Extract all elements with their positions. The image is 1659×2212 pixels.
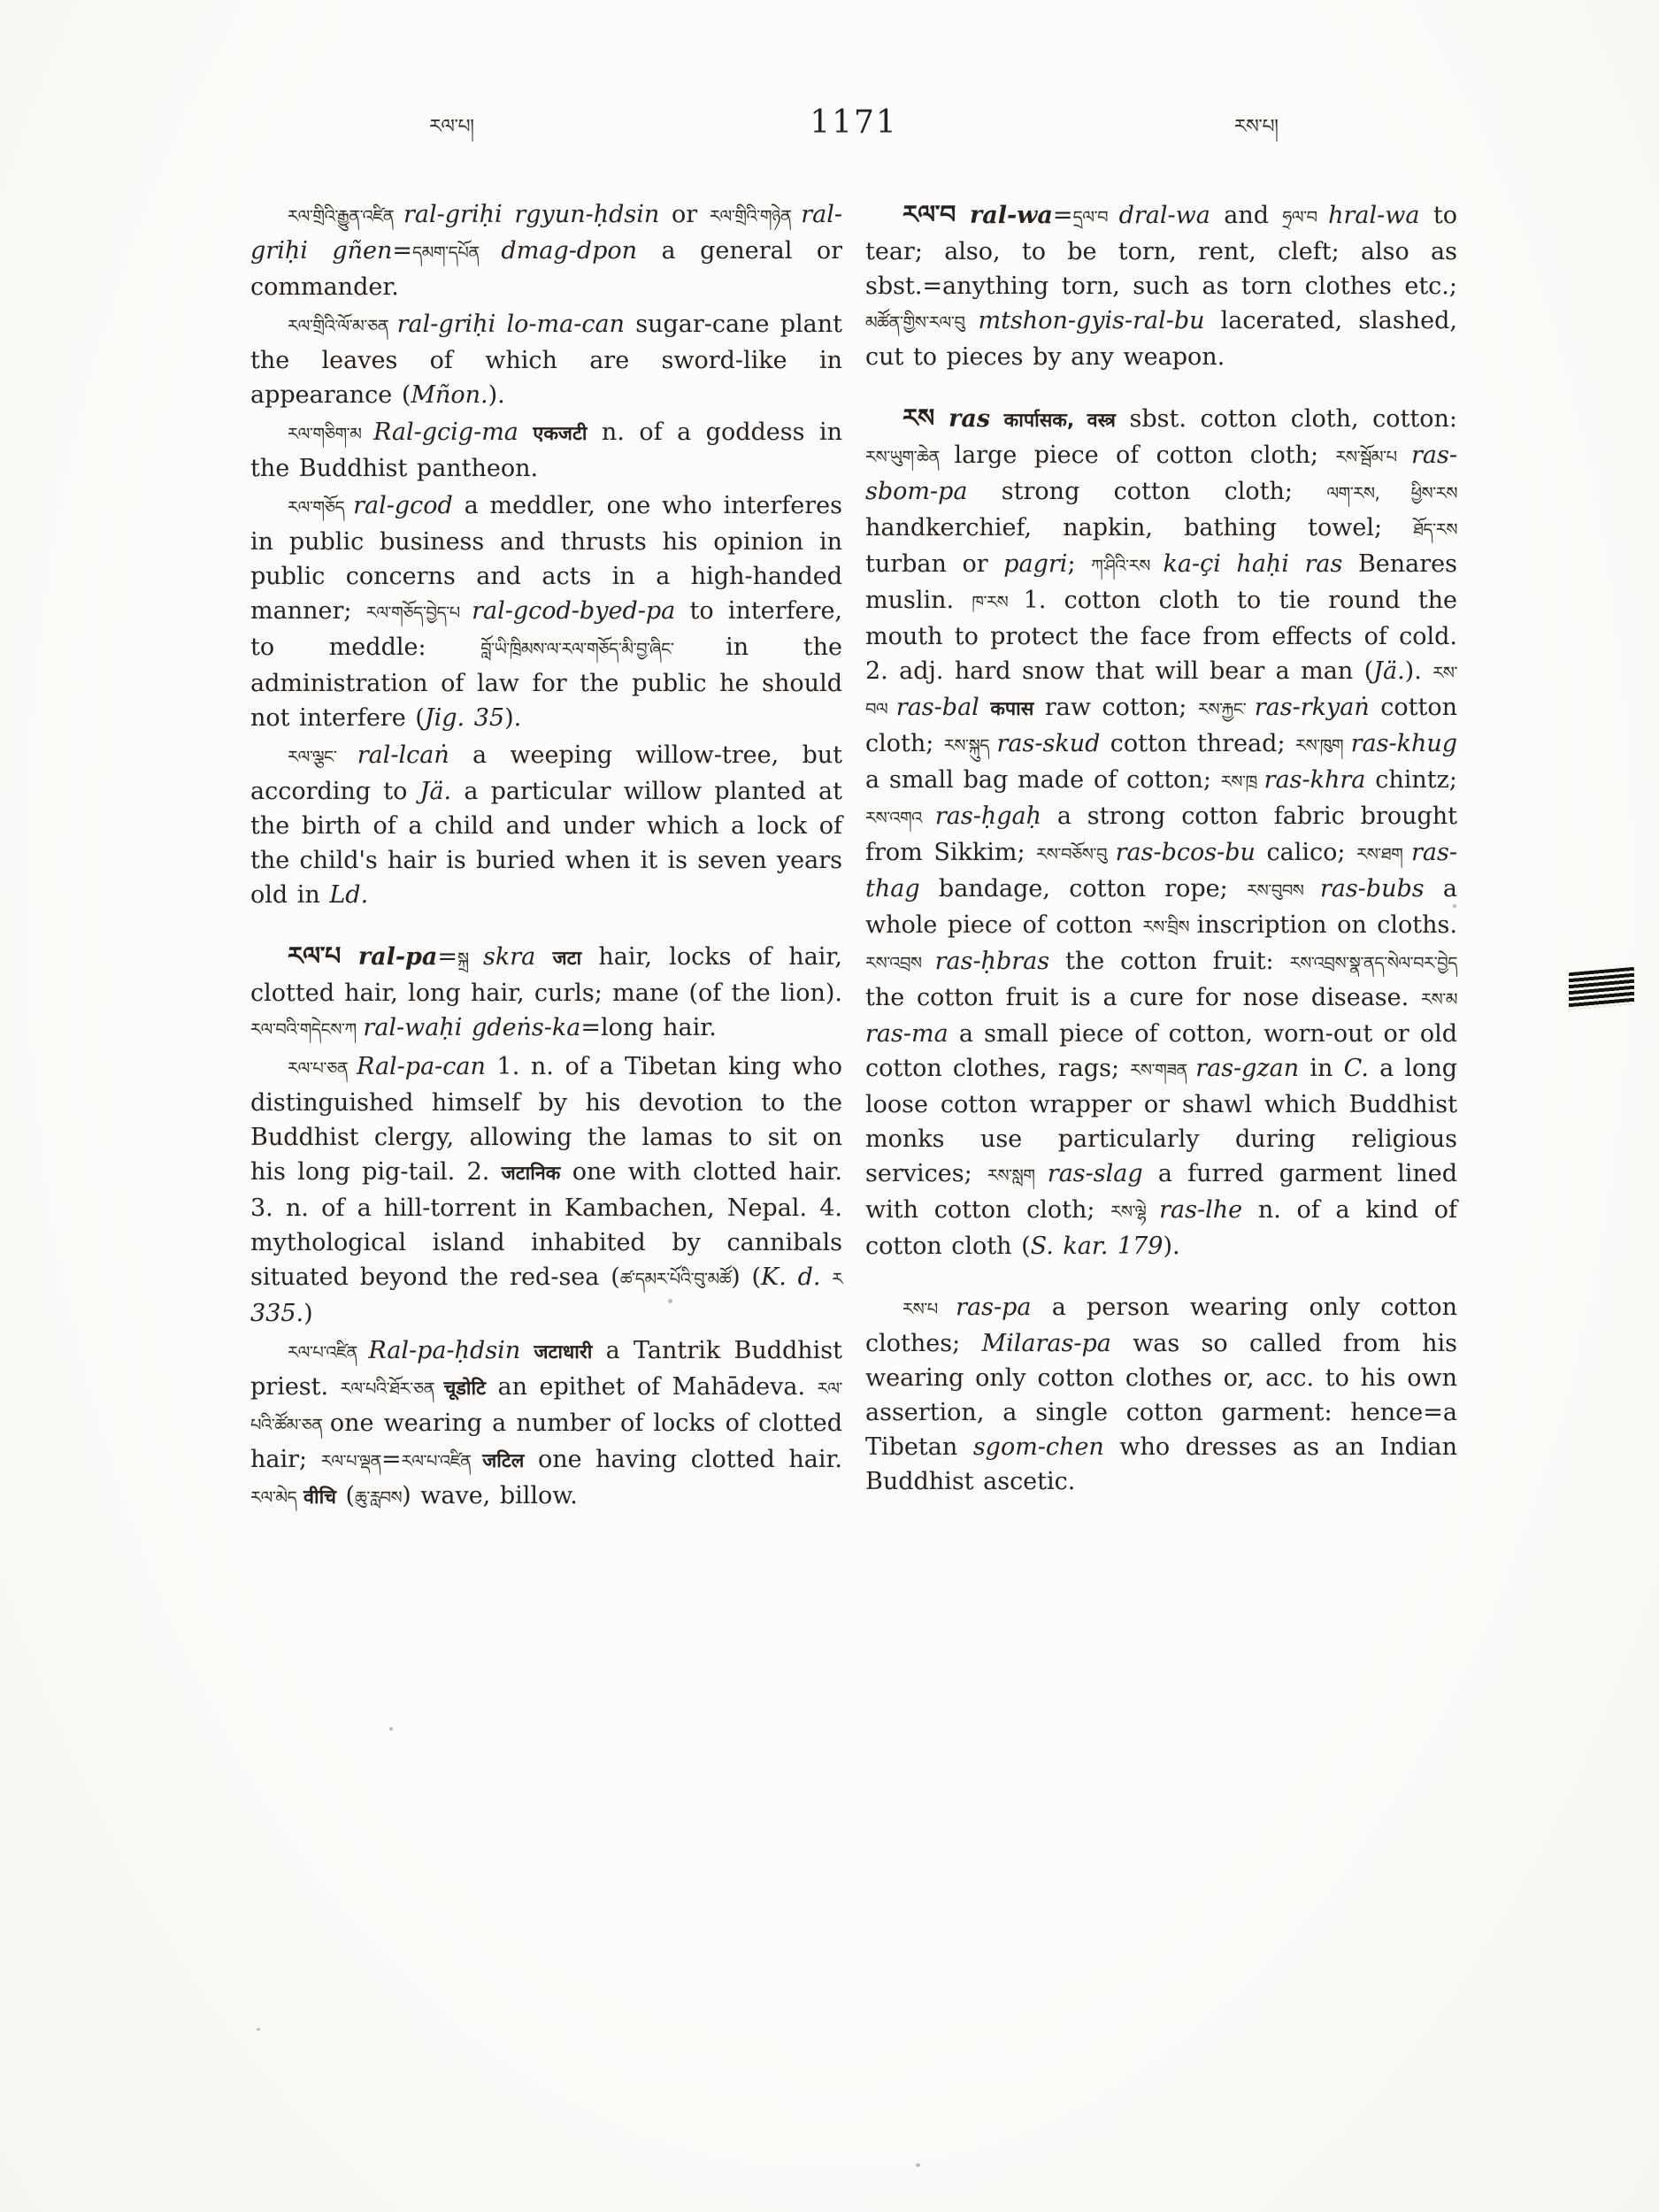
roman-text: in [1299, 1055, 1344, 1082]
roman-text [979, 694, 991, 721]
tibetan-text: རས་འགའ [865, 808, 935, 828]
transliteration-text: Milaras-pa [981, 1330, 1111, 1357]
roman-text: chintz; [1365, 766, 1457, 794]
roman-text: calico; [1255, 839, 1357, 866]
transliteration-text: Ral-gcig-ma [373, 419, 518, 446]
tibetan-headword: རས [902, 403, 949, 433]
tibetan-text: ཐོད་རས [1413, 519, 1457, 540]
tibetan-text: རས་བུབས [1247, 880, 1320, 901]
roman-text: cotton cloth; [865, 694, 1457, 757]
dictionary-entry [250, 939, 842, 1047]
dictionary-entry [865, 401, 1457, 1263]
roman-text: ) ( [731, 1263, 762, 1291]
tibetan-text: ཆུ་རླབས [355, 1487, 403, 1508]
dictionary-paragraph [250, 307, 842, 412]
roman-text: to interfere, to meddle: [250, 597, 843, 661]
tibetan-text: རས་བཅོས་བུ [1036, 844, 1116, 864]
tibetan-text: བློ་ཡི་ཁྲིམས་ལ་རལ་གཅོད་མི་བྱ་ཞིང་ [480, 639, 726, 659]
roman-text [990, 405, 1004, 433]
tibetan-headword: རལ་བ [902, 200, 970, 229]
header-left-slot [250, 104, 653, 159]
transliteration-text: ras-lhe [1159, 1196, 1243, 1224]
tibetan-text: རས་འབྲས་སྣ་ནད་སེལ་བར་བྱེད [1289, 953, 1458, 973]
transliteration-text: Ld. [329, 881, 369, 909]
transliteration-text: ras-bal [895, 694, 979, 721]
dictionary-paragraph [250, 488, 842, 735]
transliteration-text: ral-gcod-byed-pa [472, 597, 676, 625]
roman-text: a small piece of cotton, worn-out or old cotton clothes, rags; [865, 1020, 1457, 1082]
tibetan-text: རལ་པའི་ཚོམ་ཅན [250, 1379, 843, 1435]
roman-text: one with clotted hair. 3. n. of a hill-torrent in Kambachen, Nepal. 4. mythological island inhabited by cannibals situated beyond the red-sea ( [250, 1158, 842, 1291]
roman-text: bandage, cotton rope; [919, 875, 1248, 902]
roman-text: a particular willow planted at the birth of a child and under which a lock of the child's hair is buried when it is seven years old in [250, 778, 842, 909]
roman-text: inscription on cloths. [1196, 911, 1457, 939]
transliteration-text: ral-waḥi gdeṅs-ka [363, 1014, 581, 1041]
roman-text: a small bag made of cotton; [865, 766, 1221, 794]
transliteration-text: ras [949, 405, 991, 433]
transliteration-text: Jä. [1373, 657, 1405, 685]
transliteration-text: ral-pa [357, 943, 438, 971]
roman-text: ). [488, 381, 505, 409]
tibetan-text: རས་སྦོམ་པ [1335, 447, 1412, 467]
dust-speck [257, 2028, 260, 2031]
tibetan-text: ཁ་རས [972, 592, 1024, 612]
tibetan-text: རལ་པ་ལྡན [320, 1451, 381, 1471]
transliteration-text: ral-griḥi rgyun-ḥdsin [403, 201, 660, 228]
transliteration-text: hral-wa [1328, 202, 1420, 229]
transliteration-text: Ral-pa-ḥdsin [368, 1337, 521, 1364]
dust-speck [1453, 904, 1456, 908]
roman-text: one wearing a number of locks of clotted hair; [250, 1409, 843, 1473]
roman-text: turban or [865, 550, 1004, 578]
roman-text: a Tantrik Buddhist priest. [250, 1337, 842, 1401]
devanagari-text: वीचि [303, 1486, 336, 1509]
page-header [250, 104, 1457, 159]
roman-text: a long loose cotton wrapper or shawl which Buddhist monks use particularly during religious services; [865, 1055, 1457, 1187]
header-right-slot [1055, 104, 1457, 159]
tibetan-text: རལ་གཅོད་བྱེད་པ [365, 603, 472, 623]
page-number: 1171 [810, 104, 898, 141]
tibetan-text: རས་སྐུད [943, 735, 997, 756]
roman-text: = [392, 237, 412, 265]
page-content [250, 104, 1457, 1515]
roman-text: ). [504, 704, 522, 732]
roman-text: a whole piece of cotton [865, 875, 1458, 939]
tibetan-text: རས་སླག [987, 1165, 1048, 1186]
roman-text: large piece of cotton cloth; [954, 442, 1336, 469]
tibetan-text: རས་པ [902, 1299, 956, 1319]
transliteration-text: 335. [250, 1300, 304, 1327]
dictionary-paragraph [865, 197, 1457, 374]
dust-speck [668, 1299, 672, 1303]
roman-text: who dresses as an Indian Buddhist ascetic. [865, 1433, 1457, 1495]
dictionary-paragraph [250, 738, 842, 912]
transliteration-text: ras-sbom-pa [865, 442, 1457, 505]
roman-text: n. of a kind of cotton cloth ( [865, 1196, 1457, 1260]
left-column [250, 195, 842, 1515]
roman-text: hair, locks of hair, clotted hair, long hair, curls; mane (of the lion). [250, 943, 842, 1007]
roman-text: ). [1163, 1233, 1180, 1260]
tibetan-text: རས་མ [1421, 989, 1457, 1010]
tibetan-text: རལ་པ་འཛིན [288, 1342, 369, 1363]
tibetan-text: སྐྲ [457, 949, 484, 969]
transliteration-text: ras-slag [1047, 1160, 1143, 1187]
roman-text: and [1210, 202, 1283, 229]
roman-text: = [437, 943, 458, 971]
roman-text: ) [303, 1300, 313, 1327]
tibetan-text: རལ་མེད [250, 1487, 303, 1508]
tibetan-headword: རལ་པ [288, 941, 358, 971]
transliteration-text: ras-rkyaṅ [1254, 694, 1370, 721]
dictionary-columns [250, 195, 1457, 1515]
dictionary-paragraph [250, 197, 842, 304]
devanagari-text: एकजटी [533, 423, 588, 445]
devanagari-text: जटिल [482, 1450, 525, 1472]
roman-text: handkerchief, napkin, bathing towel; [865, 514, 1414, 541]
tibetan-text: རལ་པ་ཅན [288, 1058, 357, 1079]
tibetan-text: དྲལ་བ [1072, 207, 1119, 227]
devanagari-text: कार्पासक, वस्त्र [1003, 410, 1116, 432]
transliteration-text: ral-wa [969, 202, 1053, 229]
roman-text: 1. cotton cloth to tie round the mouth to protect the face from effects of cold. 2. adj. hard snow that will bear a man ( [865, 587, 1457, 685]
devanagari-text: जटाधारी [534, 1341, 593, 1363]
roman-text: sbst. cotton cloth, cotton: [1115, 405, 1457, 433]
dictionary-paragraph [250, 1049, 842, 1331]
tibetan-text: རས་ཁུག [1294, 735, 1351, 756]
transliteration-text: mtshon-gyis-ral-bu [978, 307, 1205, 334]
roman-text: sugar-cane plant the leaves of which are sword-like in appearance ( [250, 311, 842, 409]
dictionary-paragraph [250, 1333, 842, 1515]
tibetan-text: རལ་པའི་ཐོར་ཅན [340, 1379, 444, 1399]
margin-ink-mark [1569, 967, 1634, 1010]
transliteration-text: Mñon. [411, 381, 488, 409]
transliteration-text: S. kar. 179 [1030, 1233, 1164, 1260]
header-left-keyword: རལ་པ། [429, 116, 474, 138]
roman-text: was so called from his wearing only cotton clothes or, acc. to his own assertion, a single cotton garment: hence=a Tibetan [865, 1330, 1458, 1461]
transliteration-text: Ral-pa-can [357, 1053, 486, 1080]
tibetan-text: རལ་ལྕང་ [288, 747, 357, 767]
dust-speck [916, 2163, 920, 2167]
roman-text: or [659, 201, 710, 228]
roman-text: ; [1067, 550, 1092, 578]
tibetan-text: རས་རྐྱང་ [1197, 699, 1255, 719]
dust-speck [389, 1727, 393, 1731]
devanagari-text: जटा [552, 948, 582, 970]
roman-text: in the administration of law for the public he should not interfere ( [250, 634, 842, 732]
tibetan-text: རས་བལ [865, 663, 1457, 719]
roman-text: 1. n. of a Tibetan king who distinguished himself by his devotion to the Buddhist clergy, allowing the lamas to sit on his long pig-tail. 2. [250, 1053, 842, 1186]
transliteration-text: ras-ma [865, 1020, 949, 1048]
transliteration-text: ral-griḥi lo-ma-can [396, 311, 625, 338]
roman-text: the cotton fruit: [1049, 948, 1290, 975]
devanagari-text: जटानिक [501, 1163, 561, 1185]
transliteration-text: ras-ḥgaḥ [934, 803, 1042, 830]
tibetan-text: རས་ཐག [1356, 844, 1412, 864]
transliteration-text: Jä. [419, 778, 452, 805]
transliteration-text: dmag-dpon [501, 237, 638, 265]
roman-text [520, 1337, 534, 1364]
dictionary-entry [865, 1290, 1457, 1499]
tibetan-text: ཚ་དམར་པོའི་བུ་མཚོ [619, 1269, 732, 1289]
transliteration-text: ras-thag [865, 839, 1457, 902]
transliteration-text: ras-bubs [1319, 875, 1425, 902]
transliteration-text: pagri [1003, 550, 1068, 578]
tibetan-text: རལ་གྲིའི་གཉེན [709, 206, 802, 227]
roman-text: = [1052, 202, 1073, 229]
transliteration-text: K. d. [761, 1263, 833, 1291]
roman-text: = [381, 1446, 402, 1473]
devanagari-text: कपास [990, 698, 1034, 720]
roman-text: the cotton fruit is a cure for nose disease. [865, 984, 1422, 1011]
roman-text: a person wearing only cotton clothes; [865, 1294, 1457, 1357]
tibetan-text: རལ་གྲིའི་རྒྱུན་འཛིན [288, 206, 404, 227]
tibetan-text: དམག་དཔོན [412, 242, 502, 263]
tibetan-text: རལ་བའི་གདེངས་ཀ [250, 1019, 364, 1040]
tibetan-text: ར [832, 1269, 842, 1289]
tibetan-text: རལ་པ་འཛིན [401, 1451, 483, 1471]
roman-text [535, 943, 552, 971]
roman-text: to tear; also, to be torn, rent, cleft; also as sbst.=anything torn, such as torn clothes etc.; [865, 202, 1457, 300]
tibetan-text: ཀ་ཤིའི་རས [1091, 556, 1164, 576]
roman-text: =long hair. [580, 1014, 717, 1041]
transliteration-text: ral-lcaṅ [357, 741, 449, 769]
dictionary-paragraph [250, 415, 842, 486]
tibetan-text: རས་བྲིས [1142, 917, 1197, 937]
roman-text [518, 419, 533, 446]
header-center-slot [653, 104, 1056, 141]
roman-text: raw cotton; [1033, 694, 1198, 721]
transliteration-text: C. [1343, 1055, 1369, 1082]
roman-text: ( [335, 1482, 356, 1509]
tibetan-text: ལག་རས, ཕྱིས་རས [1326, 483, 1457, 503]
roman-text: a weeping willow-tree, but according to [250, 741, 843, 805]
roman-text: a meddler, one who interferes in public business and thrusts his opinion in public concerns and acts in a high-handed manner; [250, 492, 842, 625]
transliteration-text: ras-gzan [1195, 1055, 1300, 1082]
transliteration-text: dral-wa [1118, 202, 1210, 229]
roman-text: one having clotted hair. [524, 1446, 842, 1473]
tibetan-text: རས་གཟན [1130, 1060, 1196, 1080]
tibetan-text: རས་ལྷེ [1110, 1202, 1160, 1222]
roman-text: Benares muslin. [865, 550, 1457, 614]
tibetan-text: རལ་གཅོད [288, 497, 354, 518]
tibetan-text: རལ་གྲིའི་ལོ་མ་ཅན [288, 316, 397, 336]
transliteration-text: skra [483, 943, 536, 971]
transliteration-text: ka-çi haḥi ras [1163, 550, 1343, 578]
transliteration-text: ras-skud [996, 730, 1101, 757]
roman-text: ) wave, billow. [402, 1482, 578, 1509]
transliteration-text: ras-bcos-bu [1115, 839, 1256, 866]
tibetan-text: རལ་གཅིག་མ [288, 424, 373, 444]
roman-text: lacerated, slashed, cut to pieces by any weapon. [865, 307, 1457, 371]
transliteration-text: ras-ḥbras [934, 948, 1050, 975]
tibetan-text: རས་ཁྲ [1220, 772, 1264, 792]
tibetan-text: རས་འབྲས [865, 953, 935, 973]
tibetan-text: རས་ཡུག་ཆེན [865, 447, 955, 467]
roman-text: a general or commander. [250, 237, 842, 301]
transliteration-text: ral-griḥi gñen [250, 201, 843, 265]
right-column [865, 195, 1457, 1499]
tibetan-text: ཧྲལ་བ [1282, 207, 1329, 227]
devanagari-text: चूडोटि [443, 1378, 486, 1400]
roman-text: a furred garment lined with cotton cloth; [865, 1160, 1457, 1224]
roman-text: ). [1404, 657, 1433, 685]
roman-text: an epithet of Mahādeva. [486, 1373, 818, 1401]
transliteration-text: ras-khra [1263, 766, 1366, 794]
transliteration-text: sgom-chen [972, 1433, 1104, 1461]
roman-text: a strong cotton fabric brought from Sikkim; [865, 803, 1457, 866]
transliteration-text: ras-khug [1350, 730, 1458, 757]
transliteration-text: ral-gcod [353, 492, 453, 519]
roman-text: strong cotton cloth; [967, 478, 1327, 505]
transliteration-text: ras-pa [956, 1294, 1032, 1321]
tibetan-text: མཚོན་གྱིས་རལ་བུ [865, 312, 979, 333]
transliteration-text: Jig. 35 [424, 704, 505, 732]
roman-text: cotton thread; [1100, 730, 1295, 757]
roman-text: n. of a goddess in the Buddhist pantheon. [250, 419, 842, 482]
header-right-keyword: རས་པ། [1233, 116, 1279, 138]
